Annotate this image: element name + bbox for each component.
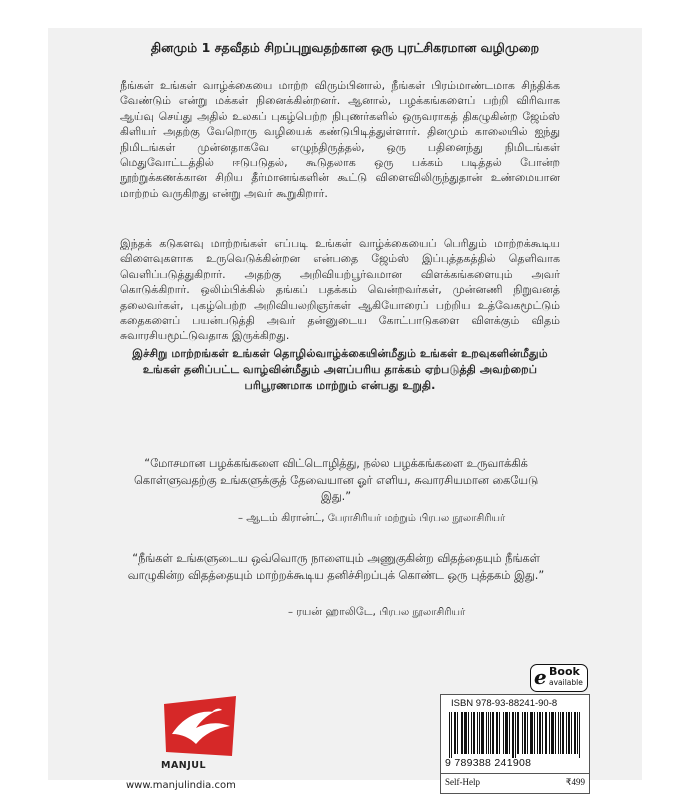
barcode-bars [449, 712, 581, 758]
barcode-stripe [512, 712, 513, 758]
barcode-stripe [517, 712, 518, 754]
attribution-dash: – [288, 607, 293, 618]
barcode-stripe [492, 712, 493, 754]
barcode-stripe [455, 712, 456, 754]
barcode-stripe [577, 712, 578, 754]
endorsement-quote-2: “நீங்கள் உங்களுடைய ஒவ்வொரு நாளையும் அணுகுகின்ற விதத்தையும் நீங்கள் வாழுகின்ற விதத்தையும் மாற்றக்கூடிய தனிச்சிறப்புக் கொண்ட ஒரு புத்தகம் இது.” [127, 552, 545, 582]
barcode-stripe [553, 712, 554, 754]
barcode-stripe [571, 712, 572, 754]
barcode-stripe [555, 712, 556, 754]
barcode-stripe [507, 712, 508, 754]
barcode-stripe [518, 712, 519, 754]
barcode-stripe [562, 712, 563, 754]
barcode-stripe [539, 712, 540, 754]
ebook-available-label: available [549, 678, 583, 687]
barcode-stripe [574, 712, 575, 754]
publisher-website: www.manjulindia.com [126, 780, 236, 791]
barcode-stripe [506, 712, 507, 754]
barcode-stripe [493, 712, 494, 754]
barcode-stripe [513, 712, 514, 758]
barcode-stripe [525, 712, 526, 754]
barcode-digits: 9 789388 241908 [445, 757, 532, 769]
barcode-stripe [482, 712, 483, 754]
barcode-stripe [540, 712, 541, 754]
endorser-name: ரயன் ஹாலிடே, [296, 605, 376, 618]
barcode-stripe [479, 712, 480, 754]
barcode-stripe [534, 712, 535, 754]
ebook-e-glyph: e [534, 665, 547, 689]
barcode-stripe [486, 712, 487, 754]
cover-panel [48, 28, 642, 791]
barcode-stripe [457, 712, 458, 754]
barcode-stripe [497, 712, 498, 754]
barcode-stripe [496, 712, 497, 754]
isbn-label: ISBN 978-93-88241-90-8 [451, 698, 558, 709]
barcode-stripe [488, 712, 489, 754]
blurb-paragraph-3: இச்சிறு மாற்றங்கள் உங்கள் தொழில்வாழ்க்கையின்மீதும் உங்கள் உறவுகளின்மீதும் உங்கள் தனிப்பட்ட வாழ்வின்மீதும் அளப்பரிய தாக்கம் ஏற்படுத்தி அவற்றைப் பரிபூரணமாக மாற்றும் என்பது உறுதி. [132, 347, 548, 392]
barcode-stripe [579, 712, 580, 758]
barcode-stripe [454, 712, 455, 754]
barcode-stripe [465, 712, 466, 754]
barcode-stripe [542, 712, 543, 754]
barcode-stripe [575, 712, 576, 754]
barcode-stripe [474, 712, 475, 754]
barcode-divider [441, 773, 589, 774]
barcode-stripe [531, 712, 532, 754]
publisher-name: MANJUL [161, 760, 207, 771]
blurb-paragraph-1: நீங்கள் உங்கள் வாழ்க்கையை மாற்ற விரும்பினால், நீங்கள் பிரம்மாண்டமாக சிந்திக்க வேண்டும் என்று மக்கள் நினைக்கின்றனர். ஆனால், பழக்கங்களைப் பற்றி விரிவாக ஆய்வு செய்து அதில் உலகப் புகழ்பெற்ற நிபுணர்களில் ஒருவராகத் திகழுகின்ற ஜேம்ஸ் கிளியர் அதற்கு வேறொரு வழியைக் கண்டுபிடித்துள்ளார். தினமும் காலையில் ஐந்து நிமிடங்கள் முன்னதாகவே எழுந்திருத்தல், ஒரு பதினைந்து நிமிடங்கள் மெதுவோட்டத்தில் ஈடுபடுதல், கூடுதலாக ஒரு பக்கம் படித்தல் போன்ற நூற்றுக்கணக்கான சிறிய தீர்மானங்களின் கூட்டு விளைவிலிருந்துதான் உண்மையான மாற்றம் வருகிறது என்று அவர் கூறுகிறார். [120, 79, 560, 200]
barcode-stripe [568, 712, 569, 754]
barcode-stripe [461, 712, 462, 754]
ebook-label: Book [549, 665, 580, 678]
price-label: ₹499 [565, 777, 585, 787]
barcode-stripe [462, 712, 463, 754]
barcode-stripe [483, 712, 484, 754]
barcode-stripe [563, 712, 564, 754]
attribution-dash: – [238, 513, 243, 524]
barcode-stripe [532, 712, 533, 754]
endorser-name: ஆடம் கிரான்ட், [246, 511, 325, 524]
barcode-stripe [522, 712, 523, 754]
barcode-stripe [505, 712, 506, 754]
ebook-available-badge [530, 664, 588, 692]
barcode-stripe [546, 712, 547, 754]
barcode-stripe [552, 712, 553, 754]
barcode-stripe [466, 712, 467, 754]
barcode-stripe [499, 712, 500, 754]
barcode-stripe [515, 712, 516, 758]
endorsement-attribution-1 [238, 511, 505, 526]
barcode-stripe [471, 712, 472, 754]
barcode-stripe [481, 712, 482, 754]
manjul-logo-icon [156, 690, 242, 760]
barcode-stripe [449, 712, 450, 758]
barcode-stripe [545, 712, 546, 754]
endorsement-quote-1: “மோசமான பழக்கங்களை விட்டொழித்து, நல்ல பழக்கங்களை உருவாக்கிக் கொள்ளுவதற்கு உங்களுக்குத் தேவையான ஓர் எளிய, சுவாரசியமான கையேடு இது.” [133, 457, 539, 503]
endorser-role: பேராசிரியர் மற்றும் பிரபல நூலாசிரியர் [327, 513, 506, 524]
barcode-stripe [560, 712, 561, 754]
barcode-block [440, 694, 590, 794]
barcode-stripe [549, 712, 550, 754]
barcode-stripe [569, 712, 570, 754]
barcode-stripe [558, 712, 559, 754]
barcode-stripe [490, 712, 491, 754]
barcode-stripe [503, 712, 504, 754]
headline: தினமும் 1 சதவீதம் சிறப்புறுவதற்கான ஒரு புரட்சிகரமான வழிமுறை [150, 40, 540, 55]
barcode-stripe [566, 712, 567, 754]
barcode-stripe [509, 712, 510, 754]
endorser-role: பிரபல நூலாசிரியர் [379, 607, 466, 618]
barcode-stripe [451, 712, 452, 758]
barcode-stripe [468, 712, 469, 754]
barcode-stripe [464, 712, 465, 754]
barcode-stripe [551, 712, 552, 754]
barcode-stripe [524, 712, 525, 754]
barcode-stripe [527, 712, 528, 754]
genre-label: Self-Help [445, 777, 480, 787]
barcode-stripe [537, 712, 538, 754]
blurb-paragraph-2: இந்தக் கடுகளவு மாற்றங்கள் எப்படி உங்கள் வாழ்க்கையைப் பெரிதும் மாற்றக்கூடிய விளைவுகளாக உருவெடுக்கின்றன என்பதை ஜேம்ஸ் இப்புத்தகத்தில் தெளிவாக வெளிப்படுத்துகிறார். அதற்கு அறிவியற்பூர்வமான விளக்கங்களையும் அவர் கொடுக்கிறார். ஒலிம்பிக்கில் தங்கப் பதக்கம் வென்றவர்கள், முன்னணி நிறுவனத் தலைவர்கள், புகழ்பெற்ற அறிவியலறிஞர்கள் ஆகியோரைப் பற்றிய உத்வேகமூட்டும் கதைகளைப் பயன்படுத்தி அவர் தன்னுடைய கோட்பாடுகளை விளக்கும் விதம் சுவாரசியமூட்டுவதாக இருக்கிறது. [120, 237, 560, 343]
endorsement-attribution-2 [288, 605, 465, 620]
barcode-stripe [473, 712, 474, 754]
barcode-stripe [530, 712, 531, 754]
barcode-stripe [477, 712, 478, 754]
